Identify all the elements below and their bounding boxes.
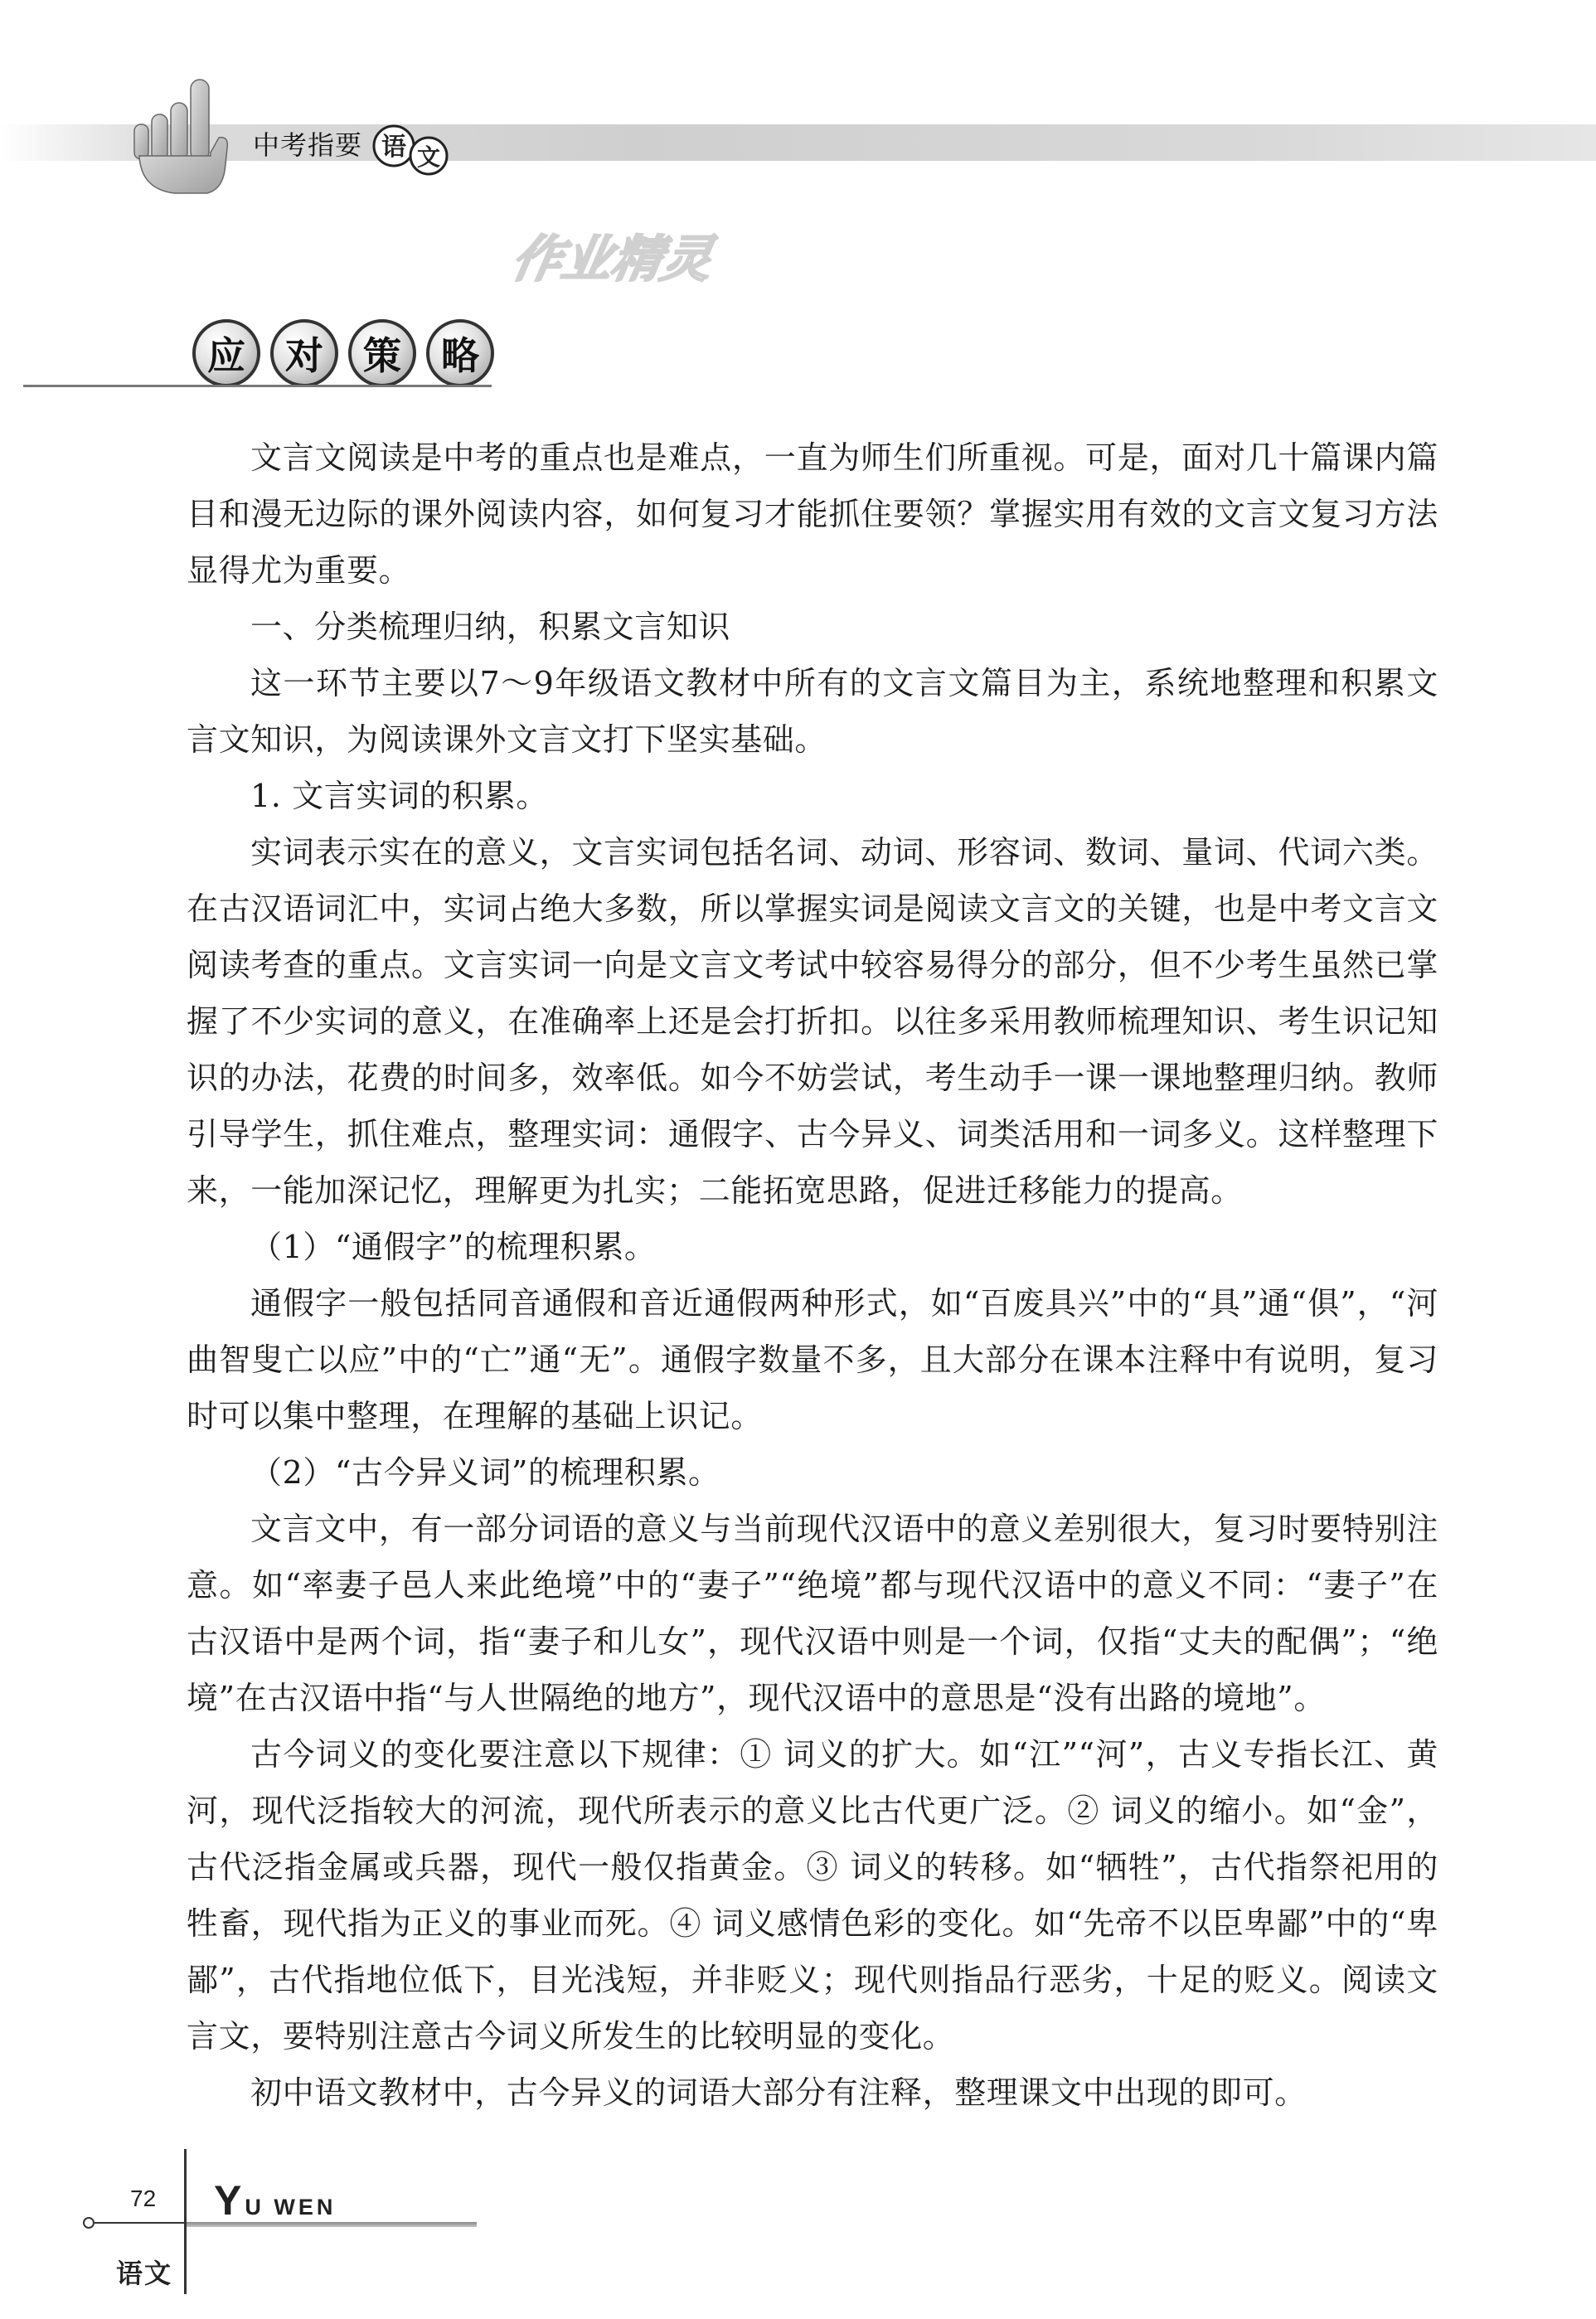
footer-circle-icon bbox=[83, 2217, 95, 2229]
watermark bbox=[506, 228, 730, 298]
article-body bbox=[187, 429, 1438, 2121]
paragraph: 通假字一般包括同音通假和音近通假两种形式，如“百废具兴”中的“具”通“俱”，“河曲智叟亡以应”中的“亡”通“无”。通假字数量不多，且大部分在课本注释中有说明，复习时可以集中整理，在理解的基础上识记。 bbox=[187, 1285, 1438, 1434]
hand-logo-icon bbox=[124, 73, 249, 201]
section-title-char: 略 bbox=[426, 319, 494, 387]
footer-brand-rest: U WEN bbox=[245, 2195, 337, 2220]
watermark-text: 作业精灵 bbox=[507, 230, 717, 289]
section-divider bbox=[23, 385, 492, 387]
subheading: 一、分类梳理归纳，积累文言知识 bbox=[250, 609, 731, 645]
subheading: 1. 文言实词的积累。 bbox=[250, 778, 548, 814]
subheading: （2）“古今异义词”的梳理积累。 bbox=[250, 1454, 720, 1491]
paragraph: 实词表示实在的意义，文言实词包括名词、动词、形容词、数词、量词、代词六类。在古汉语词汇中，实词占绝大多数，所以掌握实词是阅读文言文的关键，也是中考文言文阅读考查的重点。文言实词一向是文言文考试中较容易得分的部分，但不少考生虽然已掌握了不少实词的意义，在准确率上还是会打折扣。以往多采用教师梳理知识、考生识记知识的办法，花费的时间多，效率低。如今不妨尝试，考生动手一课一课地整理归纳。教师引导学生，抓住难点，整理实词：通假字、古今异义、词类活用和一词多义。这样整理下来，一能加深记忆，理解更为扎实；二能拓宽思路，促进迁移能力的提高。 bbox=[187, 834, 1438, 1209]
section-title-char: 对 bbox=[270, 319, 338, 387]
footer-subject: 语文 bbox=[116, 2258, 173, 2289]
section-title bbox=[192, 319, 494, 387]
section-title-char: 应 bbox=[192, 319, 260, 387]
paragraph: 文言文中，有一部分词语的意义与当前现代汉语中的意义差别很大，复习时要特别注意。如“率妻子邑人来此绝境”中的“妻子”“绝境”都与现代汉语中的意义不同：“妻子”在古汉语中是两个词，指“妻子和儿女”，现代汉语中则是一个词，仅指“丈夫的配偶”；“绝境”在古汉语中指“与人世隔绝的地方”，现代汉语中的意思是“没有出路的境地”。 bbox=[187, 1511, 1438, 1716]
page-number: 72 bbox=[130, 2186, 157, 2211]
footer-brand bbox=[214, 2176, 336, 2224]
series-title: 中考指要 bbox=[253, 129, 363, 161]
svg-text:文: 文 bbox=[416, 143, 441, 171]
subheading: （1）“通假字”的梳理积累。 bbox=[250, 1229, 657, 1265]
footer-brand-initial: Y bbox=[214, 2177, 242, 2224]
paragraph: 古今词义的变化要注意以下规律：① 词义的扩大。如“江”“河”，古义专指长江、黄河，现代泛指较大的河流，现代所表示的意义比古代更广泛。② 词义的缩小。如“金”，古代泛指金属或兵器，现代一般仅指黄金。③ 词义的转移。如“牺牲”，古代指祭祀用的牲畜，现代指为正义的事业而死。④ 词义感情色彩的变化。如“先帝不以臣卑鄙”中的“卑鄙”，古代指地位低下，目光浅短，并非贬义；现代则指品行恶劣，十足的贬义。阅读文言文，要特别注意古今词义所发生的比较明显的变化。 bbox=[187, 1736, 1438, 2055]
paragraph: 这一环节主要以7～9年级语文教材中所有的文言文篇目为主，系统地整理和积累文言文知识，为阅读课外文言文打下坚实基础。 bbox=[187, 665, 1438, 758]
paragraph: 初中语文教材中，古今异义的词语大部分有注释，整理课文中出现的即可。 bbox=[250, 2074, 1307, 2111]
footer-left-rule bbox=[95, 2222, 184, 2224]
paragraph: 文言文阅读是中考的重点也是难点，一直为师生们所重视。可是，面对几十篇课内篇目和漫无边际的课外阅读内容，如何复习才能抓住要领？掌握实用有效的文言文复习方法显得尤为重要。 bbox=[187, 439, 1438, 589]
section-title-char: 策 bbox=[348, 319, 416, 387]
svg-text:语: 语 bbox=[381, 133, 406, 162]
subject-logo bbox=[369, 116, 460, 186]
